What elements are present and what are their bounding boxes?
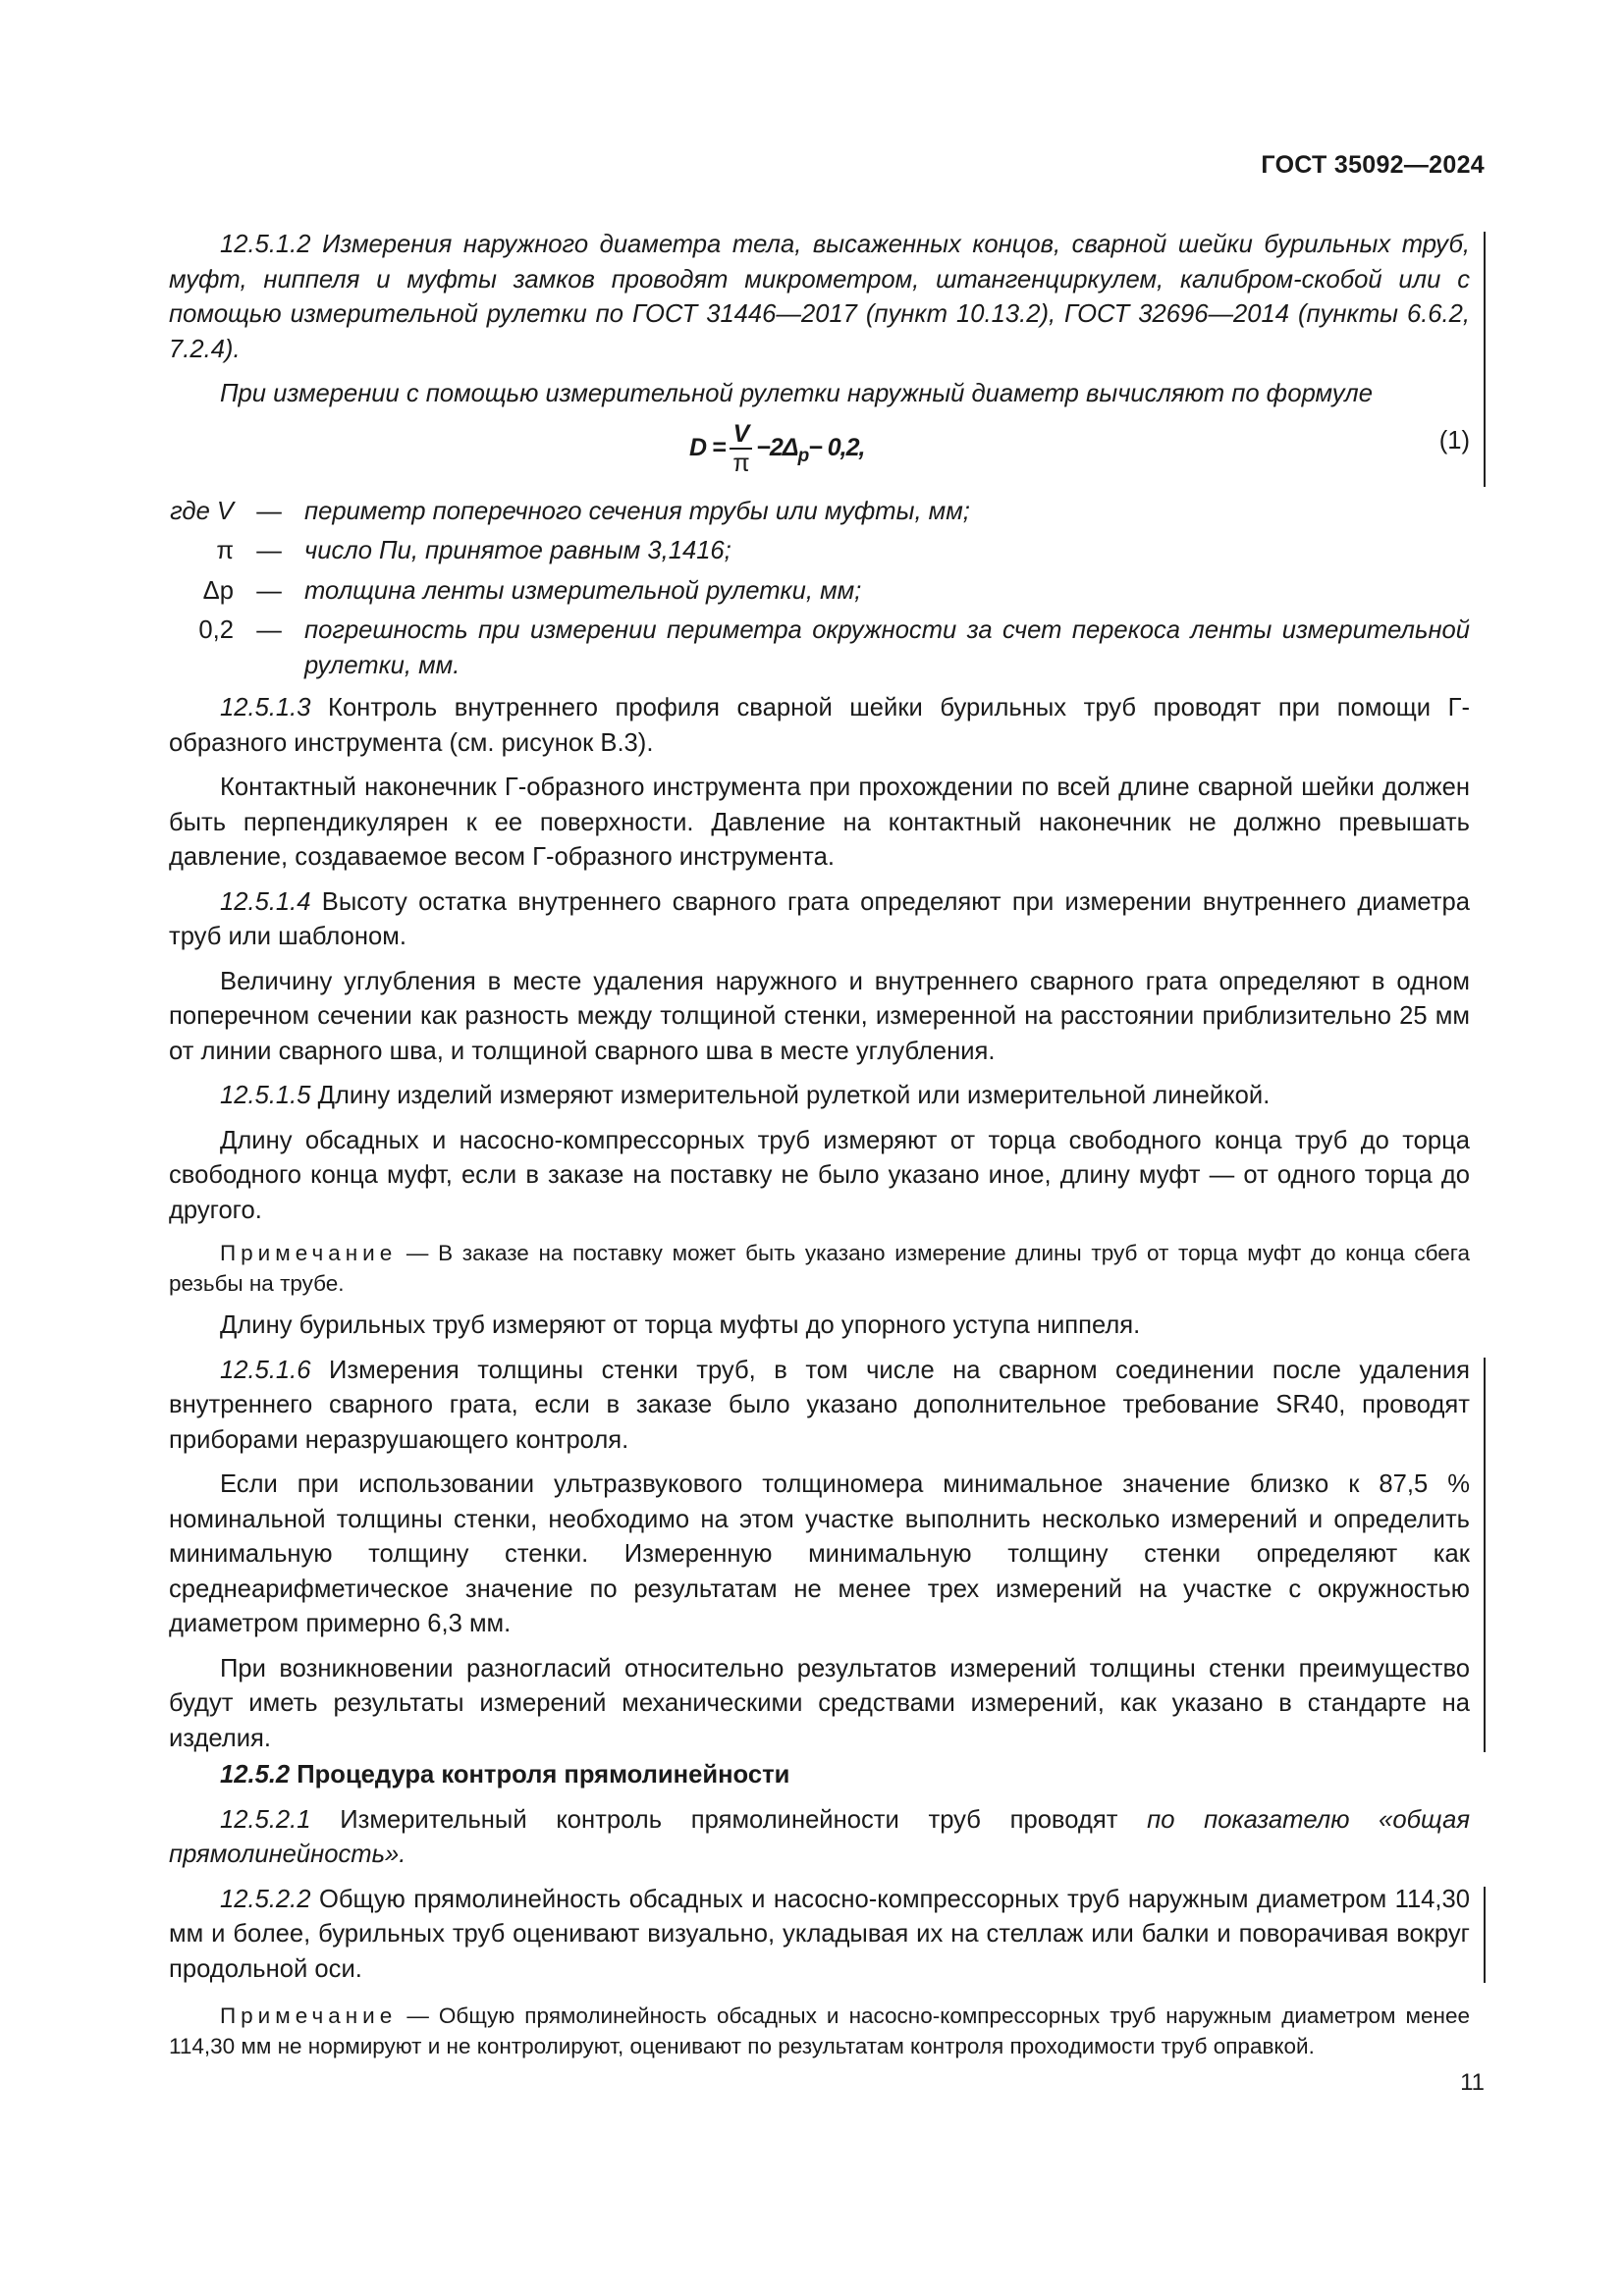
definition-dash: — [256,537,282,564]
formula-subscript: p [797,445,809,466]
paragraph-12-5-1-2 [169,228,1470,367]
definition-row [159,534,1470,569]
paragraph-12-5-1-6 [169,1354,1470,1459]
definition-text: число Пи, принятое равным 3,1416; [304,537,731,564]
paragraph-formula-intro: При измерении с помощью измерительной рулетки наружный диаметр вычисляют по формуле [220,380,1373,407]
formula-diameter [689,420,864,477]
clause-number: 12.5.2.2 [220,1885,311,1913]
formula-definitions [159,495,1470,684]
document-body [169,228,1470,2071]
formula-numerator: V [730,420,753,450]
definition-symbol: где V [170,497,234,525]
paragraph-12-5-1-3 [169,691,1470,761]
note-length [169,1238,1470,1299]
revision-bar-section-2 [169,1354,1470,1757]
definition-dash: — [256,616,282,644]
paragraph-12-5-1-4 [169,885,1470,955]
clause-number: 12.5.1.6 [220,1356,311,1384]
paragraph-ultrasonic: Если при использовании ультразвукового толщиномера минимальное значение близко к 87,5 % номинальной толщины стенки, необходимо на этом участке выполнить несколько измерений и определить минимальную толщину стенки. Измеренную минимальную толщину стенки определяют как среднеарифметическое значение по результатам не менее трех измерений на участке с окружностью диаметром примерно 6,3 мм. [169,1470,1470,1637]
section-heading-12-5-2 [169,1758,1470,1793]
definition-row [159,495,1470,530]
note-text: — В заказе на поставку может быть указано измерение длины труб от торца муфт до конца сбега резьбы на трубе. [169,1241,1470,1296]
formula-fraction [730,420,753,477]
note-straightness [169,2001,1470,2061]
definition-text: периметр поперечного сечения трубы или муфты, мм; [304,497,970,525]
definition-symbol: Δp [202,576,234,605]
note-label: Примечание [220,1241,398,1265]
definition-text: толщина ленты измерительной рулетки, мм; [304,576,862,605]
note-label: Примечание [220,2003,398,2028]
paragraph-text: Измерения толщины стенки труб, в том числе на сварном соединении после удаления внутреннего сварного грата, если в заказе было указано дополнительное требование SR40, проводят приборами неразрушающего контроля. [169,1356,1470,1454]
formula-term-b: − 0,2, [808,433,865,461]
formula-number: (1) [1438,426,1470,454]
paragraph-12-5-1-5 [169,1079,1470,1114]
paragraph-casing-length: Длину обсадных и насосно-компрессорных труб измеряют от торца свободного конца труб до торца свободного конца муфт, если в заказе на поставку не было указано иное, длину муфт — от одного торца до другого. [169,1126,1470,1224]
page-number: 11 [1460,2069,1485,2096]
paragraph-12-5-2-2 [169,1883,1470,1988]
heading-number: 12.5.2 [220,1761,291,1789]
formula-row [169,414,1470,491]
clause-number: 12.5.2.1 [220,1805,311,1834]
paragraph-text: Общую прямолинейность обсадных и насосно-компрессорных труб наружным диаметром 114,30 мм и более, бурильных труб оценивают визуально, укладывая их на стеллаж или балки и поворачивая вокруг продольной оси. [169,1885,1470,1983]
paragraph-12-5-2-1 [169,1803,1470,1873]
revision-bar-section-3 [169,1883,1470,1988]
paragraph-text: Длину изделий измеряют измерительной рулеткой или измерительной линейкой. [310,1082,1271,1109]
definition-dash: — [256,576,282,605]
clause-number: 12.5.1.2 [220,231,311,258]
revision-bar-section-1 [169,228,1470,491]
definition-text: погрешность при измерении периметра окружности за счет перекоса ленты измерительной рулетки, мм. [304,616,1470,679]
paragraph-text: Измерения наружного диаметра тела, высаженных концов, сварной шейки бурильных труб, муфт, ниппеля и муфты замков проводят микрометром, штангенциркулем, калибром-скобой или с помощью измерительной рулетки по ГОСТ 31446—2017 (пункт 10.13.2), ГОСТ 32696—2014 (пункты 6.6.2, 7.2.4). [169,231,1470,363]
definition-symbol: π [216,537,234,564]
paragraph-text: Высоту остатка внутреннего сварного грата определяют при измерении внутреннего диаметра труб или шаблоном. [169,887,1470,950]
definition-row [159,614,1470,683]
paragraph-disagreement: При возникновении разногласий относительно результатов измерений толщины стенки преимущество будут иметь результаты измерений механическими средствами измерений, как указано в стандарте на изделия. [169,1654,1470,1752]
formula-lhs: D = [689,433,726,461]
paragraph-drill-pipe-length: Длину бурильных труб измеряют от торца муфты до упорного уступа ниппеля. [220,1311,1141,1339]
formula-denominator: π [732,449,749,477]
paragraph-italic-text: по показателю «общая прямолинейность». [169,1805,1471,1868]
paragraph-contact-tip: Контактный наконечник Г-образного инструмента при прохождении по всей длине сварной шейки должен быть перпендикулярен к ее поверхности. Давление на контактный наконечник не должно превышать давление, создаваемое весом Г-образного инструмента. [169,774,1470,871]
paragraph-text: Контроль внутреннего профиля сварной шейки бурильных труб проводят при помощи Г-образного инструмента (см. рисунок В.3). [169,694,1470,757]
clause-number: 12.5.1.4 [220,887,311,916]
definition-symbol: 0,2 [198,616,234,644]
heading-text: Процедура контроля прямолинейности [290,1761,790,1789]
definition-row [159,574,1470,610]
clause-number: 12.5.1.5 [220,1082,311,1109]
paragraph-depression-depth: Величину углубления в месте удаления наружного и внутреннего сварного грата определяют в одном поперечном сечении как разность между толщиной стенки, измеренной на расстоянии приблизительно 25 мм от линии сварного шва, и толщиной сварного шва в месте углубления. [169,967,1470,1065]
formula-term-a: −2Δ [756,433,798,461]
document-code: ГОСТ 35092—2024 [1261,151,1485,179]
note-text: — Общую прямолинейность обсадных и насосно-компрессорных труб наружным диаметром менее 114,30 мм не нормируют и не контролируют, оценивают по результатам контроля проходимости труб оправкой. [169,2003,1470,2058]
definition-dash: — [256,497,282,525]
clause-number: 12.5.1.3 [220,694,311,721]
paragraph-text: Измерительный контроль прямолинейности труб проводят [310,1805,1148,1834]
